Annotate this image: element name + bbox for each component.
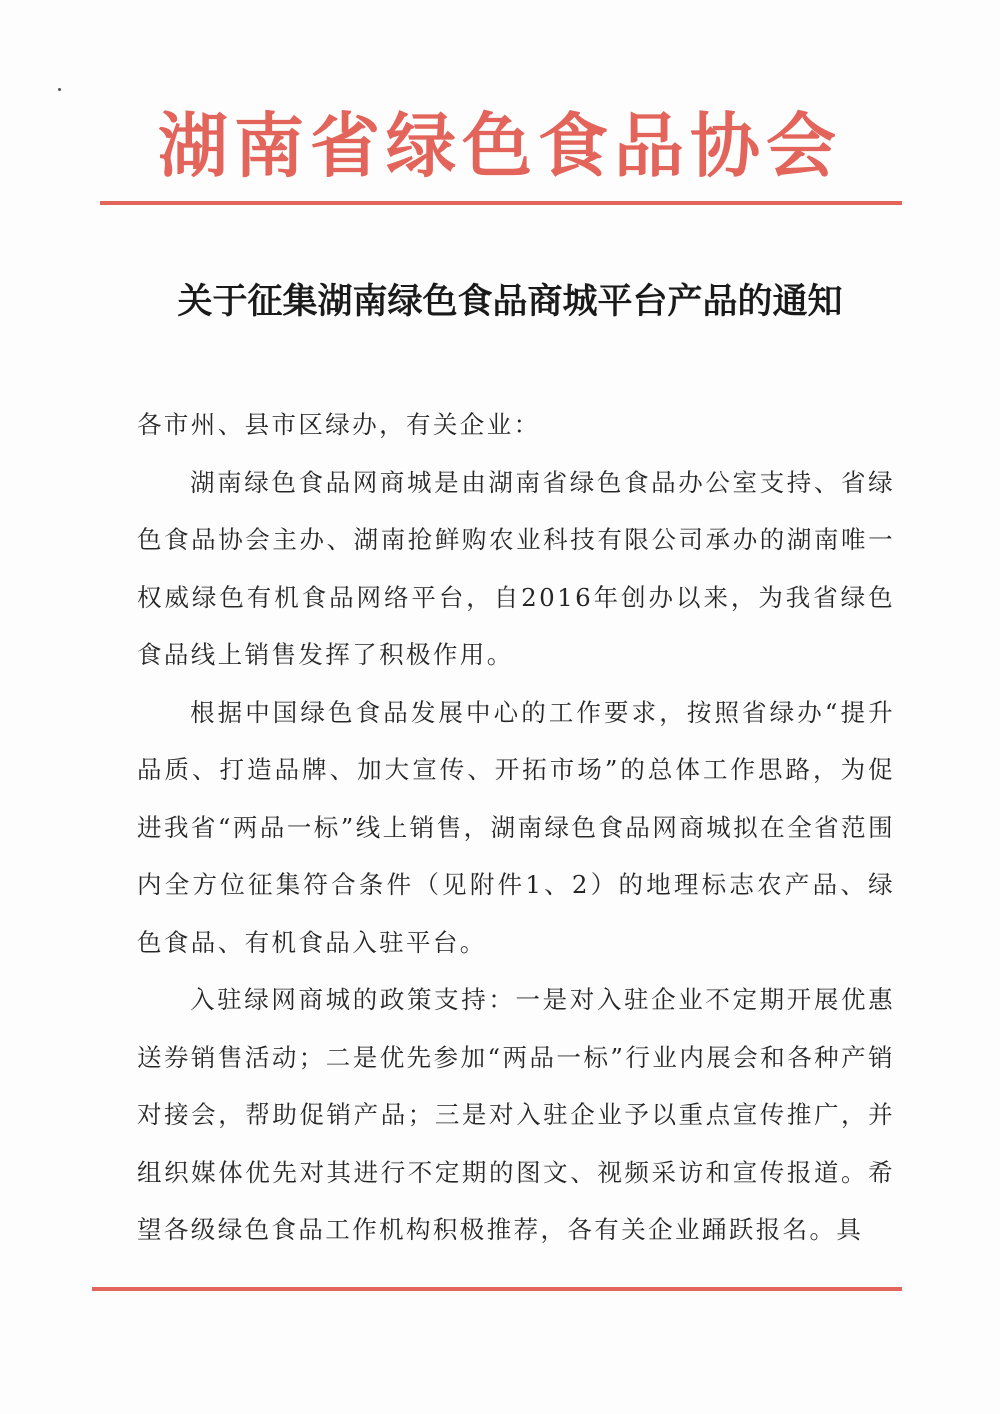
- body-paragraph: 入驻绿网商城的政策支持：一是对入驻企业不定期开展优惠送券销售活动；二是优先参加“两品一标”行业内展会和各种产销对接会，帮助促销产品；三是对入驻企业予以重点宣传推广，并组织媒体优先对其进行不定期的图文、视频采访和宣传报道。希望各级绿色食品工作机构积极推荐，各有关企业踊跃报名。具: [137, 985, 895, 1244]
- footer-divider: [92, 1287, 902, 1291]
- letterhead-divider: [100, 201, 902, 205]
- body-paragraph: 湖南绿色食品网商城是由湖南省绿色食品办公室支持、省绿色食品协会主办、湖南抢鲜购农业科技有限公司承办的湖南唯一权威绿色有机食品网络平台，自2016年创办以来，为我省绿色食品线上销售发挥了积极作用。: [137, 467, 895, 669]
- notice-body: [137, 396, 895, 1259]
- body-paragraph: 根据中国绿色食品发展中心的工作要求，按照省绿办“提升品质、打造品牌、加大宣传、开拓市场”的总体工作思路，为促进我省“两品一标”线上销售，湖南绿色食品网商城拟在全省范围内全方位征集符合条件（见附件1、2）的地理标志农产品、绿色食品、有机食品入驻平台。: [137, 697, 895, 957]
- scan-speck: [58, 88, 61, 91]
- notice-title: 关于征集湖南绿色食品商城平台产品的通知: [177, 281, 843, 322]
- letterhead-org-name: 湖南省绿色食品协会: [158, 105, 842, 187]
- salutation: 各市州、县市区绿办，有关企业：: [137, 410, 541, 439]
